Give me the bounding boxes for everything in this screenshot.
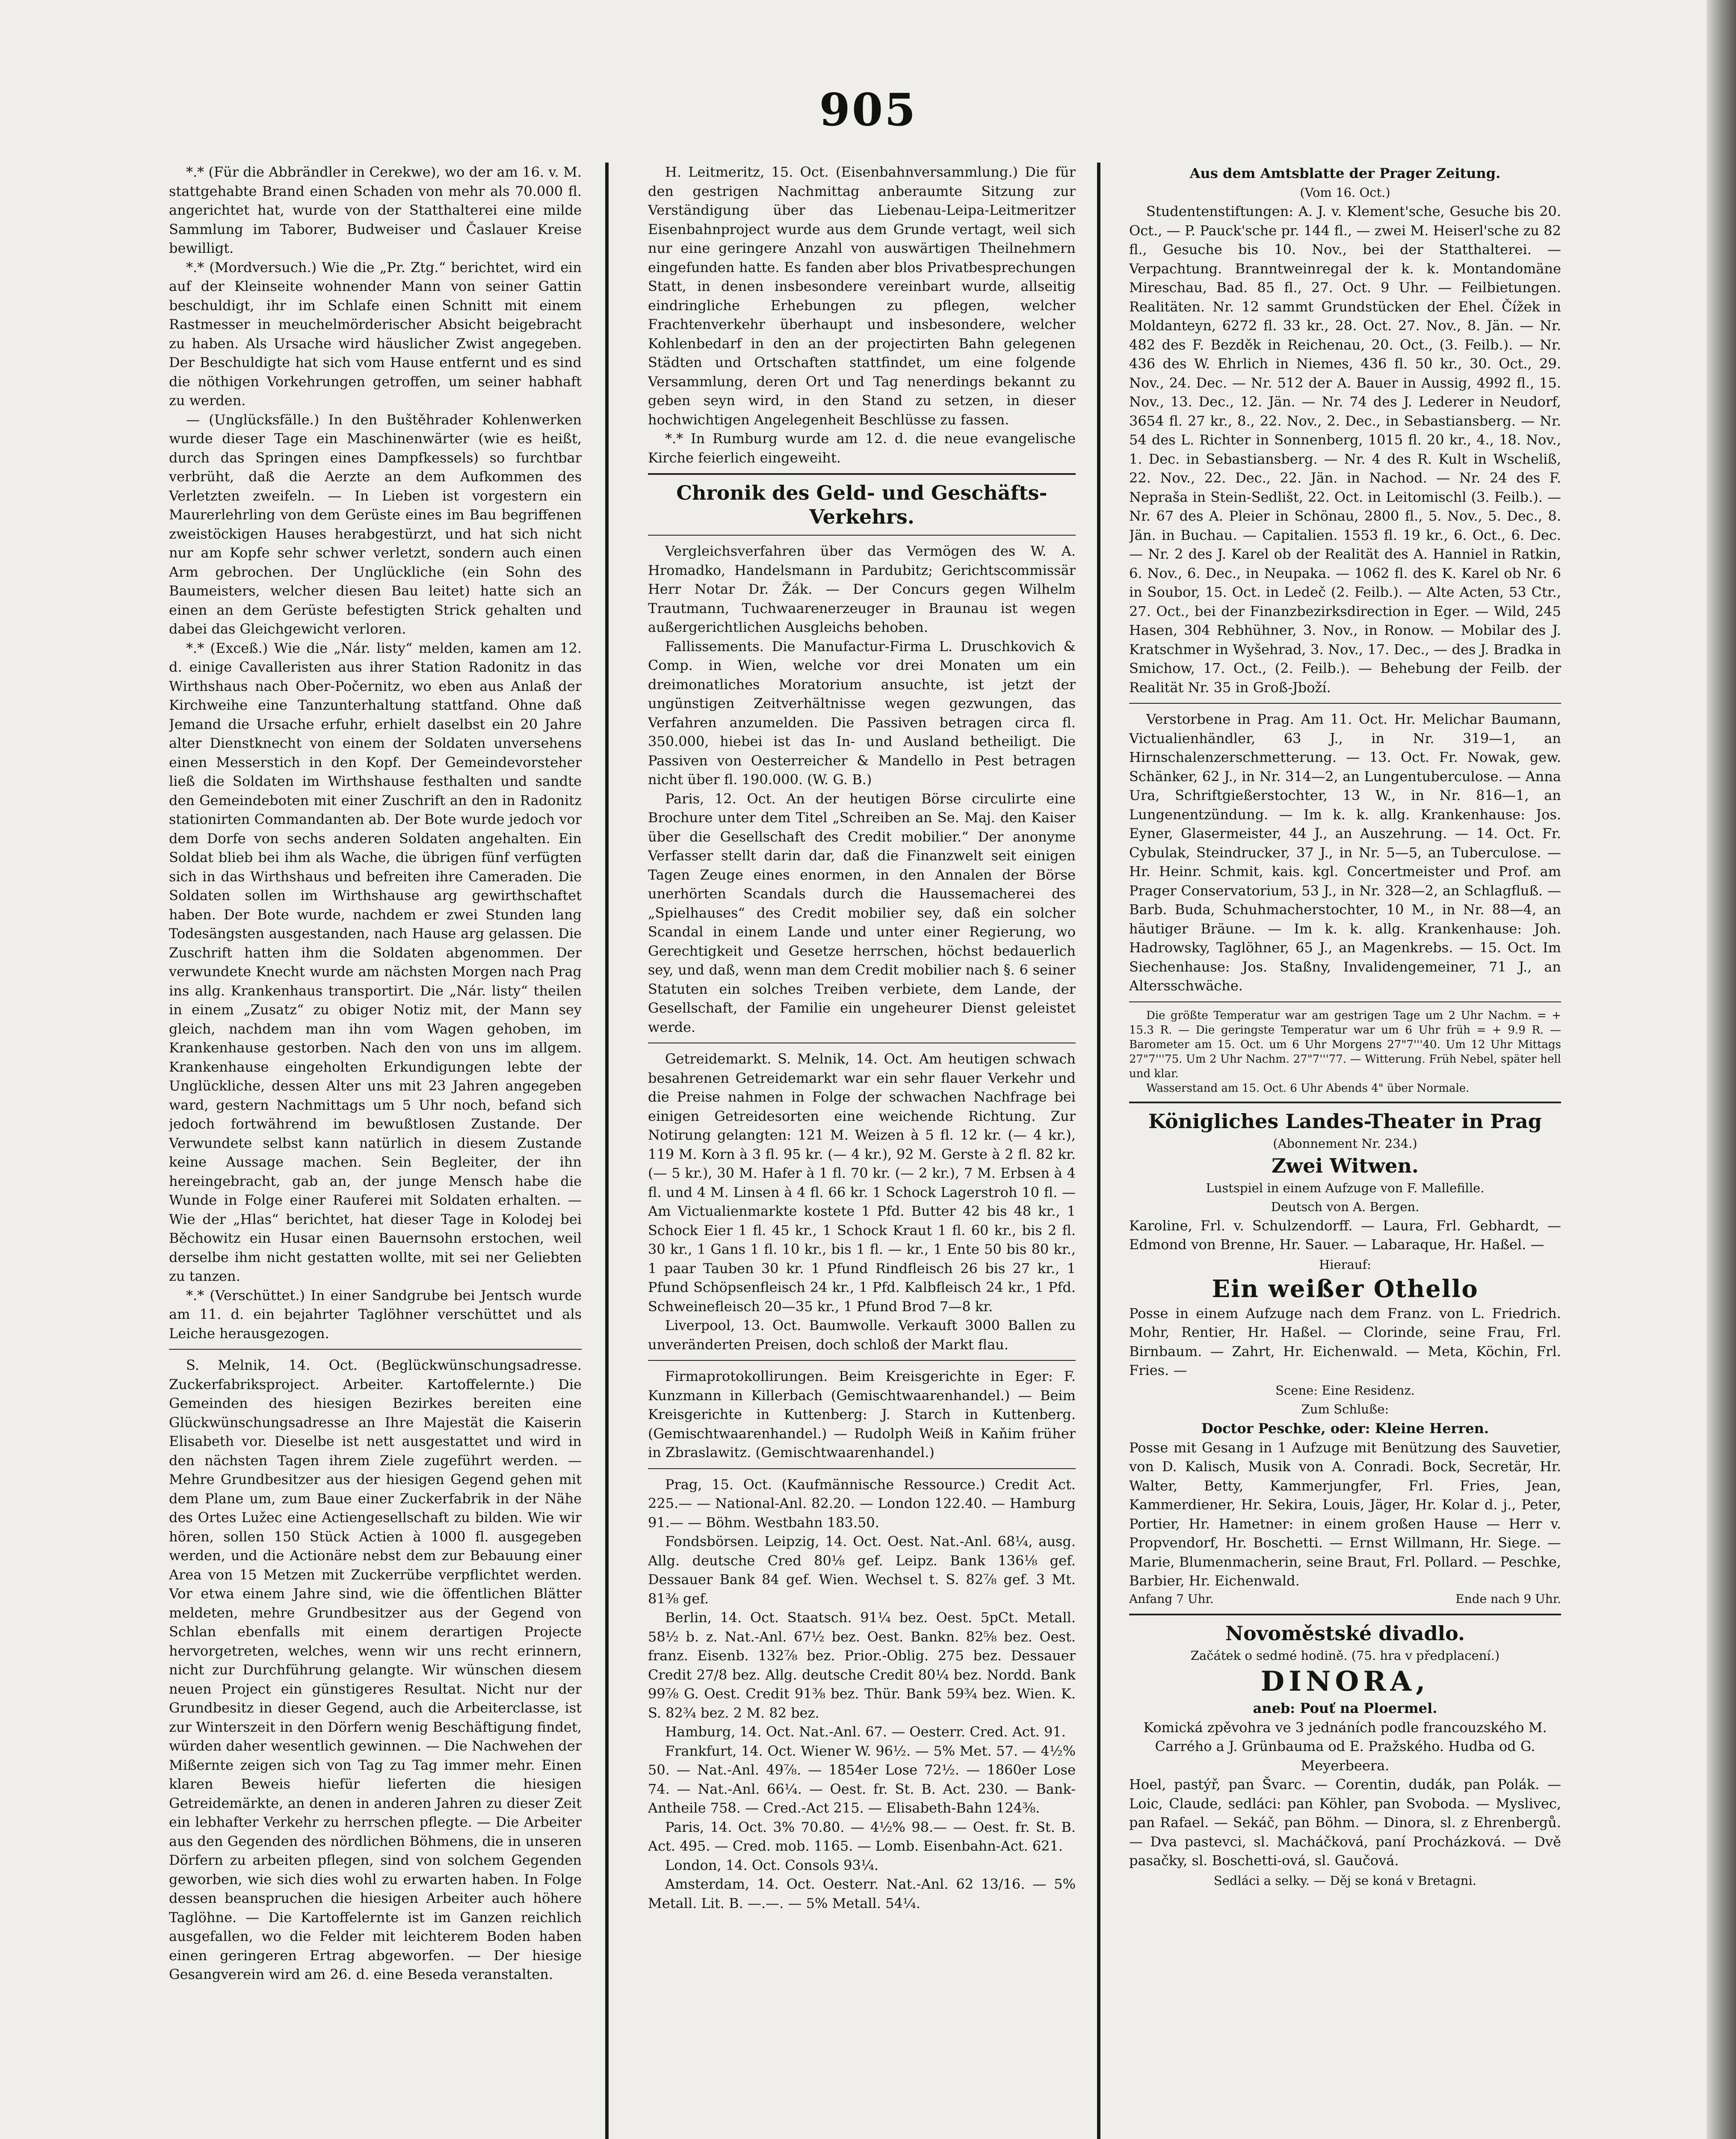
program-separator: Hierauf: bbox=[1319, 1257, 1372, 1272]
showtimes bbox=[1129, 1591, 1561, 1608]
theatre-title: Novoměstské divadlo. bbox=[1225, 1621, 1465, 1645]
divider bbox=[1129, 1102, 1561, 1103]
play-title: Doctor Peschke, oder: Kleine Herren. bbox=[1201, 1420, 1489, 1437]
program-separator: Zum Schluße: bbox=[1301, 1401, 1389, 1416]
finance-item: Vergleichsverfahren über das Vermögen des W. A. Hromadko, Handelsmann in Pardubitz; Gerichtscommissär Herr Notar Dr. Žák. — Der Concurs gegen Wilhelm Trautmann, Tuchwaarenerzeuger in Braunau ist wegen außergerichtlichen Ausgleichs behoben. bbox=[648, 543, 1076, 635]
play-scene: Scene: Eine Residenz. bbox=[1275, 1383, 1415, 1398]
finance-item: Paris, 12. Oct. An der heutigen Börse circulirte eine Brochure unter dem Titel „Schreiben an Se. Maj. den Kaiser über die Gesellschaft des Credit mobilier.“ Der anonyme Verfasser stellt darin dar, daß die Finanzwelt seit einigen Tagen Zeuge eines enormen, in den Annalen der Börse unerhörten Scandals durch die Haussemacherei des „Spielhauses“ des Credit mobilier sey, daß ein solcher Scandal in einem Lande und unter einer Regierung, wo Gerechtigkeit und Gesetze herrschen, höchst bedauerlich sey, und daß, wenn man dem Credit mobilier nach §. 6 seiner Statuten ein solches Treiben verbiete, dem Lande, der Gesellschaft, der Familie ein ungeheurer Dienst geleistet werde. bbox=[648, 790, 1076, 1035]
page-number: 905 bbox=[819, 83, 917, 136]
finance-item: Liverpool, 13. Oct. Baumwolle. Verkauft 3000 Ballen zu unveränderten Preisen, doch schloß der Markt flau. bbox=[648, 1317, 1076, 1353]
section-heading: Chronik des Geld- und Geschäfts-Verkehrs. bbox=[676, 481, 1047, 528]
play-subtitle: aneb: Pouť na Ploermel. bbox=[1253, 1700, 1437, 1716]
finance-item: Frankfurt, 14. Oct. Wiener W. 96½. — 5% Met. 57. — 4½% 50. — Nat.-Anl. 49⅞. — 1854er Lose 72½. — 1860er Lose 74. — Nat.-Anl. 66¼. — Oest. fr. St. B. Act. 230. — Bank-Antheile 758. — Cred.-Act 215. — Elisabeth-Bahn 124⅜. bbox=[648, 1742, 1076, 1816]
play-cast: Posse in einem Aufzuge nach dem Franz. von L. Friedrich. Mohr, Rentier, Hr. Haßel. — Clorinde, seine Frau, Frl. Birnbaum. — Zahrt, Hr. Eichenwald. — Meta, Köchin, Frl. Fries. — bbox=[1129, 1305, 1561, 1378]
finance-item: Hamburg, 14. Oct. Nat.-Anl. 67. — Oesterr. Cred. Act. 91. bbox=[665, 1724, 1066, 1740]
finance-item: Paris, 14. Oct. 3% 70.80. — 4½% 98.— — Oest. fr. St. B. Act. 495. — Cred. mob. 1165. — Lomb. Eisenbahn-Act. 621. bbox=[648, 1819, 1076, 1854]
section-date: (Vom 16. Oct.) bbox=[1300, 185, 1390, 200]
divider bbox=[648, 1468, 1076, 1469]
finance-item: Firmaprotokollirungen. Beim Kreisgerichte in Eger: F. Kunzmann in Killerbach (Gemischtwaarenhandel.) — Beim Kreisgerichte in Kuttenberg: J. Starch in Kuttenberg. (Gemischtwaarenhandel.) — Rudolph Weiß in Kaňim früher in Zbraslawitz. (Gemischtwaarenhandel.) bbox=[648, 1368, 1076, 1461]
column-left bbox=[169, 163, 582, 2139]
theatre-abonnement: (Abonnement Nr. 234.) bbox=[1273, 1136, 1417, 1151]
weather-report: Die größte Temperatur war am gestrigen Tage um 2 Uhr Nachm. = + 15.3 R. — Die geringste Temperatur war um 6 Uhr früh = + 9.9 R. — Barometer am 15. Oct. um 6 Uhr Morgens 27"7'''40. Um 12 Uhr Mittags 27"7'''75. Um 2 Uhr Nachm. 27"7'''77. — Witterung. Früh Nebel, später hell und klar. bbox=[1129, 1009, 1561, 1080]
finance-item: London, 14. Oct. Consols 93¼. bbox=[665, 1857, 879, 1873]
death-notices: Verstorbene in Prag. Am 11. Oct. Hr. Melichar Baumann, Victualienhändler, 63 J., in Nr. 319—1, an Hirnschalenzerschmetterung. — 13. Oct. Fr. Nowak, gew. Schänker, 62 J., in Nr. 314—2, an Lungentuberculose. — Anna Ura, Schriftgießerstochter, 13 W., in Nr. 816—1, an Lungenentzündung. — Im k. k. allg. Krankenhause: Jos. Eyner, Glasermeister, 44 J., an Auszehrung. — 14. Oct. Fr. Cybulak, Steindrucker, 37 J., in Nr. 5—5, an Tuberculose. — Hr. Heinr. Schmit, kais. kgl. Concertmeister und Prof. am Prager Conservatorium, 53 J., in Nr. 328—2, an Schlagfluß. — Barb. Buda, Schuhmacherstochter, 10 M., in Nr. 88—4, an häutiger Bräune. — Im k. k. allg. Krankenhause: Joh. Hadrowsky, Taglöhner, 65 J., an Magenkrebs. — 15. Oct. Im Siechenhause: Jos. Staßny, Invalidengemeiner, 71 J., an Altersschwäche. bbox=[1129, 711, 1561, 994]
divider bbox=[1129, 703, 1561, 704]
gazette-notices: Studentenstiftungen: A. J. v. Klement'sche, Gesuche bis 20. Oct., — P. Pauck'sche pr. 144 fl., — zwei M. Heiserl'sche zu 82 fl., Gesuche bis 10. Nov., bei der Statthalterei. — Verpachtung. Branntweinregal der k. k. Montandomäne Mireschau, Bad. 85 fl., 27. Oct. 9 Uhr. — Feilbietungen. Realitäten. Nr. 12 sammt Grundstücken der Ehel. Čížek in Moldanteyn, 6272 fl. 33 kr., 28. Oct. 27. Nov., 8. Jän. — Nr. 482 des F. Bezděk in Reichenau, 20. Oct., (3. Feilb.). — Nr. 436 des W. Ehrlich in Niemes, 436 fl. 50 kr., 30. Oct., 29. Nov., 24. Dec. — Nr. 512 der A. Bauer in Aussig, 4992 fl., 15. Nov., 13. Dec., 12. Jän. — Nr. 74 des J. Lederer in Neudorf, 3654 fl. 27 kr., 8., 22. Nov., 2. Dec., in Sebastiansberg. — Nr. 54 des L. Richter in Sonnenberg, 1015 fl. 20 kr., 4., 18. Nov., 1. Dec. in Sebastiansberg. — Nr. 4 des R. Kult in Wscheliß, 22. Nov., 22. Dec., 22. Jän. in Nachod. — Nr. 24 des F. Nepraša in Stein-Sedlišt, 22. Oct. in Leitomischl (3. Feilb.). — Nr. 67 des A. Pleier in Schönau, 2800 fl., 5. Nov., 5. Dec., 8. Jän. in Buchau. — Capitalien. 1553 fl. 19 kr., 6. Oct., 6. Dec. — Nr. 2 des J. Karel ob der Realität des A. Hanniel in Ratkin, 6. Nov., 6. Dec., in Neupaka. — 1062 fl. des K. Karel ob Nr. 6 in Soubor, 15. Oct. in Ledeč (2. Feilb.). — Alte Acten, 53 Ctr., 27. Oct., bei der Finanzbezirksdirection in Eger. — Wild, 245 Hasen, 304 Rebhühner, 3. Nov., in Ronow. — Mobilar des J. Kratschmer in Wyšehrad, 3. Nov., 17. Dec., — des J. Bradka in Smichow, 17. Oct., (2. Feilb.). — Behebung der Feilb. der Realität Nr. 35 in Groß-Jboží. bbox=[1129, 203, 1561, 696]
play-cast: Hoel, pastýř, pan Švarc. — Corentin, dudák, pan Polák. — Loic, Claude, sedláci: pan Köhler, pan Svoboda. — Myslivec, pan Rafael. — Sekáč, pan Böhm. — Dinora, sl. z Ehrenbergů. — Dva pastevci, sl. Macháčková, paní Procházková. — Dvě pasačky, sl. Boschetti-ová, sl. Gaučová. bbox=[1129, 1776, 1561, 1869]
news-item: *.* (Mordversuch.) Wie die „Pr. Ztg.“ berichtet, wird ein auf der Kleinseite wohnender Mann von seiner Gattin beschuldigt, ihr im Schlafe einen Schnitt mit einem Rastmesser in meuchelmörderischer Absicht beigebracht zu haben. Als Ursache wird häuslicher Zwist angegeben. Der Beschuldigte hat sich vom Hause entfernt und es sind die nöthigen Vorkehrungen getroffen, um seiner habhaft zu werden. bbox=[169, 259, 582, 409]
finance-item: Amsterdam, 14. Oct. Oesterr. Nat.-Anl. 62 13/16. — 5% Metall. Lit. B. —.—. — 5% Metall. 54¼. bbox=[648, 1876, 1076, 1911]
column-rule bbox=[1097, 163, 1100, 2139]
divider bbox=[1129, 1001, 1561, 1002]
play-title: Zwei Witwen. bbox=[1272, 1154, 1419, 1177]
page-edge-shadow bbox=[1706, 0, 1736, 2139]
column-rule bbox=[605, 163, 609, 2139]
news-item: *.* (Exceß.) Wie die „Nár. listy“ melden, kamen am 12. d. einige Cavalleristen aus ihrer Station Radonitz in das Wirthshaus nach Ober-Počernitz, wo eben aus Anlaß der Kirchweihe eine Tanzunterhaltung stattfand. Ohne daß Jemand die Ursache erfuhr, erhielt daselbst ein 20 Jahre alter Dienstknecht von einem der Soldaten unversehens einen Messerstich in den Kopf. Der Gemeindevorsteher ließ die Soldaten im Wirthshause festhalten und sandte den Gemeindeboten mit einer Zuschrift an den in Radonitz stationirten Commandanten ab. Der Bote wurde jedoch vor dem Dorfe von sechs anderen Soldaten angehalten. Ein Soldat blieb bei ihm als Wache, die übrigen fünf verfügten sich in das Wirthshaus und befreiten ihre Cameraden. Die Soldaten sollen im Wirthshause arg gewirthschaftet haben. Der Bote wurde, nachdem er zwei Stunden lang Todesängsten ausgestanden, nach Hause arg gelassen. Die Zuschrift hatten ihm die Soldaten abgenommen. Der verwundete Knecht wurde am nächsten Morgen nach Prag ins allg. Krankenhaus transportirt. Die „Nár. listy“ theilen in einem „Zusatz“ zu obiger Notiz mit, der Mann sey gleich, nachdem man ihn vom Wagen gehoben, im Krankenhause gestorben. Nach den von uns im allgem. Krankenhause eingeholten Erkundigungen lebte der Unglückliche, dessen Alter uns mit 23 Jahren angegeben ward, gestern Nachmittags um 5 Uhr noch, befand sich jedoch fortwährend im bewußtlosen Zustande. Der Verwundete selbst kann natürlich in diesem Zustande keine Aussage machen. Sein Begleiter, der ihn hereingebracht, gab an, der junge Mensch habe die Wunde in Folge einer Rauferei mit Soldaten erhalten. — Wie der „Hlas“ berichtet, hat dieser Tage in Kolodej bei Běchowitz ein Husar einen Bauernsohn erstochen, weil derselbe ihm nicht gestatten wollte, mit sei ner Geliebten zu tanzen. bbox=[169, 640, 582, 1284]
divider bbox=[648, 473, 1076, 475]
play-title: DINORA, bbox=[1260, 1665, 1430, 1698]
theatre-start: Začátek o sedmé hodině. (75. hra v předplacení.) bbox=[1190, 1648, 1500, 1663]
finance-item: Berlin, 14. Oct. Staatsch. 91¼ bez. Oest. 5pCt. Metall. 58½ b. z. Nat.-Anl. 67½ bez. Oest. Bankn. 82⅝ bez. Oest. franz. Eisenb. 132⅞ bez. Prior.-Oblig. 275 bez. Dessauer Credit 27/8 bez. Allg. deutsche Credit 80¼ bez. Nordd. Bank 99⅞ G. Oest. Credit 91⅜ bez. Thür. Bank 59¾ bez. Wien. K. S. 82¾ bez. 2 M. 82 bez. bbox=[648, 1609, 1076, 1721]
news-item: S. Melnik, 14. Oct. (Beglückwünschungsadresse. Zuckerfabriksproject. Arbeiter. Kartoffelernte.) Die Gemeinden des hiesigen Bezirkes bereiten eine Glückwünschungsadresse an Ihre Majestät die Kaiserin Elisabeth vor. Dieselbe ist nett ausgestattet und wird in den nächsten Tagen ihrem Ziele zugeführt werden. — Mehre Grundbesitzer aus der hiesigen Gegend gehen mit dem Plane um, zum Baue einer Zuckerfabrik in der Nähe des Ortes Lužec eine Actiengesellschaft zu bilden. Wie wir hören, sollen 150 Stück Actien à 1000 fl. ausgegeben werden, und die Actionäre nebst dem zur Bebauung einer Area von 15 Metzen mit Zuckerrübe verpflichtet werden. Vor etwa einem Jahre sind, wie die öffentlichen Blätter meldeten, mehre Grundbesitzer aus der Gegend von Schlan ebenfalls mit einem derartigen Projecte hervorgetreten, welches, wenn wir uns recht erinnern, nicht zur Durchführung gelangte. Wir wünschen diesem neuen Project ein günstigeres Resultat. Nicht nur der Grundbesitz in dieser Gegend, auch die Arbeiterclasse, ist zur Winterszeit in den Dörfern wenig Beschäftigung findet, würden daher wesentlich gewinnen. — Die Nachwehen der Mißernte zeigen sich von Tag zu Tag immer mehr. Einen klaren Beweis hiefür lieferten die hiesigen Getreidemärkte, an denen in anderen Jahren zu dieser Zeit ein lebhafter Verkehr zu herrschen pflegte. — Die Arbeiter aus den Gegenden des nördlichen Böhmens, die in unseren Dörfern zu arbeiten pflegen, sind von solchem Gegenden geworben, wie sich dies wohl zu erwarten haben. In Folge dessen beanspruchen die hiesigen Arbeiter auch höhere Taglöhne. — Die Kartoffelernte ist im Ganzen reichlich ausgefallen, wo die Felder mit leichterem Boden haben einen geringeren Ertrag abgeworfen. — Der hiesige Gesangverein wird am 26. d. eine Beseda veranstalten. bbox=[169, 1357, 582, 1982]
theatre-title: Königliches Landes-Theater in Prag bbox=[1148, 1109, 1542, 1133]
water-level: Wasserstand am 15. Oct. 6 Uhr Abends 4" über Normale. bbox=[1146, 1081, 1470, 1095]
finance-item: Getreidemarkt. S. Melnik, 14. Oct. Am heutigen schwach besahrenen Getreidemarkt war ein sehr flauer Verkehr und die Preise nahmen in Folge der schwachen Nachfrage bei einigen Getreidesorten eine weichende Richtung. Zur Notirung gelangten: 121 M. Weizen à 5 fl. 12 kr. (— 4 kr.), 119 M. Korn à 3 fl. 95 kr. (— 4 kr.), 92 M. Gerste à 2 fl. 82 kr. (— 5 kr.), 30 M. Hafer à 1 fl. 70 kr. (— 2 kr.), 7 M. Erbsen à 4 fl. und 4 M. Linsen à 4 fl. 66 kr. 1 Schock Lagerstroh 10 fl. — Am Victualienmarkte kostete 1 Pfd. Butter 42 bis 48 kr., 1 Schock Eier 1 fl. 45 kr., 1 Schock Kraut 1 fl. 60 kr., bis 2 fl. 30 kr., 1 Gans 1 fl. 10 kr., bis 1 fl. — kr., 1 Ente 50 bis 80 kr., 1 paar Tauben 30 kr. 1 Pfund Rindfleisch 26 bis 27 kr., 1 Pfund Schöpsenfleisch 24 kr., 1 Pfd. Kalbfleisch 24 kr., 1 Pfd. Schweinefleisch 20—35 kr., 1 Pfund Brod 7—8 kr. bbox=[648, 1051, 1076, 1315]
start-time: Anfang 7 Uhr. bbox=[1129, 1591, 1214, 1606]
finance-item: Fondsbörsen. Leipzig, 14. Oct. Oest. Nat.-Anl. 68¼, ausg. Allg. deutsche Cred 80⅛ gef. Leipz. Bank 136⅛ gef. Dessauer Bank 84 gef. Wien. Wechsel t. S. 82⅞ gef. 3 Mt. 81⅜ gef. bbox=[648, 1533, 1076, 1607]
column-right bbox=[1129, 163, 1561, 2139]
news-item: — (Unglücksfälle.) In den Buštěhrader Kohlenwerken wurde dieser Tage ein Maschinenwärter (wie es heißt, durch das Springen eines Dampfkessels) so furchtbar verbrüht, daß die Aerzte an dem Aufkommen des Verletzten zweifeln. — In Lieben ist vorgestern ein Maurerlehrling von dem Gerüste eines im Bau begriffenen zweistöckigen Hauses herabgestürzt, und hat sich nicht nur am Kopfe sehr schwer verletzt, sondern auch einen Arm gebrochen. Der Unglückliche (ein Sohn des Baumeisters, welcher diesen Bau leitet) hatte sich an einen an dem Gerüste befestigten Strick gehalten und dabei das Gleichgewicht verloren. bbox=[169, 411, 582, 637]
play-title: Ein weißer Othello bbox=[1212, 1274, 1479, 1303]
play-description: Lustspiel in einem Aufzuge von F. Mallefille. bbox=[1206, 1180, 1485, 1195]
news-item: *.* (Verschüttet.) In einer Sandgrube bei Jentsch wurde am 11. d. ein bejahrter Taglöhner verschüttet und als Leiche herausgezogen. bbox=[169, 1287, 582, 1342]
play-description: Komická zpěvohra ve 3 jednáních podle francouzského M. Carrého a J. Grünbauma od E. Pražského. Hudba od G. Meyerbeera. bbox=[1143, 1719, 1547, 1774]
news-item: *.* (Für die Abbrändler in Cerekwe), wo der am 16. v. M. stattgehabte Brand einen Schaden von mehr als 70.000 fl. angerichtet hat, wurde von der Statthalterei eine milde Sammlung im Taborer, Budweiser und Časlauer Kreise bewilligt. bbox=[169, 164, 582, 256]
divider bbox=[1129, 1614, 1561, 1615]
finance-item: Prag, 15. Oct. (Kaufmännische Ressource.) Credit Act. 225.— — National-Anl. 82.20. — London 122.40. — Hamburg 91.— — Böhm. Westbahn 183.50. bbox=[648, 1476, 1076, 1531]
play-cast: Posse mit Gesang in 1 Aufzuge mit Benützung des Sauvetier, von D. Kalisch, Musik von A. Conradi. Bock, Secretär, Hr. Walter, Betty, Kammerjungfer, Frl. Fries, Jean, Kammerdiener, Hr. Sekira, Louis, Jäger, Hr. Kolar d. j., Peter, Portier, Hr. Hametner: in einem großen Hause — Herr v. Propvendorf, Hr. Boschetti. — Ernst Willmann, Hr. Siege. — Marie, Blumenmacherin, seine Braut, Frl. Pollard. — Peschke, Barbier, Hr. Eichenwald. bbox=[1129, 1439, 1561, 1589]
divider bbox=[169, 1349, 582, 1350]
divider bbox=[648, 535, 1076, 536]
divider bbox=[648, 1360, 1076, 1361]
end-time: Ende nach 9 Uhr. bbox=[1455, 1591, 1561, 1606]
play-translator: Deutsch von A. Bergen. bbox=[1271, 1199, 1420, 1214]
play-cast: Karoline, Frl. v. Schulzendorff. — Laura, Frl. Gebhardt, — Edmond von Brenne, Hr. Sauer. — Labaraque, Hr. Haßel. — bbox=[1129, 1217, 1561, 1253]
news-item: H. Leitmeritz, 15. Oct. (Eisenbahnversammlung.) Die für den gestrigen Nachmittag anberaumte Sitzung zur Verständigung über das Liebenau-Leipa-Leitmeritzer Eisenbahnproject wurde aus dem Grunde vertagt, weil sich nur eine geringere Anzahl von auswärtigen Theilnehmern eingefunden hatte. Es fanden aber blos Privatbesprechungen Statt, in denen insbesondere vereinbart wurde, allseitig eindringliche Erhebungen zu pflegen, welcher Frachtenverkehr überhaupt und insbesondere, welcher Kohlenbedarf in den an der projectirten Bahn gelegenen Städten und Ortschaften stattfindet, um eine folgende Versammlung, deren Ort und Tag nenerdings bekannt zu geben seyn wird, in den Stand zu setzen, in dieser hochwichtigen Angelegenheit Beschlüsse zu fassen. bbox=[648, 164, 1076, 428]
play-setting: Sedláci a selky. — Děj se koná v Bretagni. bbox=[1213, 1873, 1477, 1888]
column-middle bbox=[648, 163, 1076, 2139]
finance-item: Fallissements. Die Manufactur-Firma L. Druschkovich & Comp. in Wien, welche vor drei Monaten um ein dreimonatliches Moratorium ansuchte, ist jetzt der ungünstigen Zeitverhältnisse wegen gezwungen, das Verfahren anzumelden. Die Passiven betragen circa fl. 350.000, hiebei ist das In- und Ausland betheiligt. Die Passiven von Oesterreicher & Mandello in Pest betragen nicht über fl. 190.000. (W. G. B.) bbox=[648, 638, 1076, 788]
news-item: *.* In Rumburg wurde am 12. d. die neue evangelische Kirche feierlich eingeweiht. bbox=[648, 430, 1076, 466]
section-heading: Aus dem Amtsblatte der Prager Zeitung. bbox=[1189, 165, 1501, 181]
